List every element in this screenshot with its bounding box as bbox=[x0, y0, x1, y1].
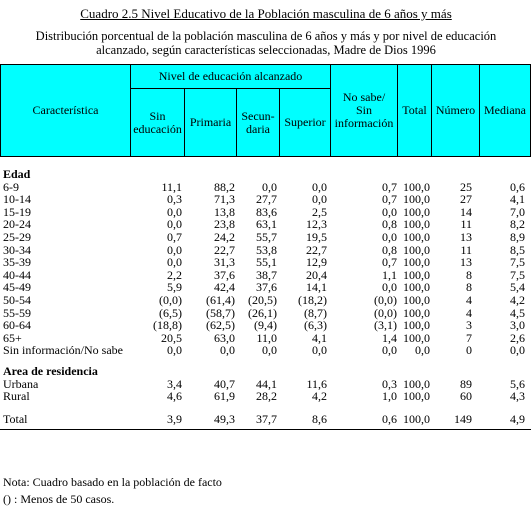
table-cell: 0,0 bbox=[167, 217, 182, 232]
row-label: 55-59 bbox=[3, 305, 31, 320]
table-cell: 3 bbox=[466, 318, 472, 333]
subtitle-line-2: alcanzado, según características seleccionadas, Madre de Dios 1996 bbox=[96, 43, 436, 57]
table-cell: 55,7 bbox=[256, 230, 277, 244]
table-cell: 25 bbox=[460, 179, 472, 194]
table-cell: 8,5 bbox=[510, 242, 525, 257]
header-sin-educacion: Sin educación bbox=[133, 108, 182, 136]
table-cell: 100,0 bbox=[403, 411, 430, 426]
table-row bbox=[0, 256, 532, 268]
row-label: 6-9 bbox=[3, 179, 19, 194]
header-mediana: Mediana bbox=[484, 103, 526, 117]
table-row bbox=[0, 344, 532, 356]
table-row bbox=[0, 294, 532, 306]
table-cell: (6,5) bbox=[159, 305, 182, 320]
table-cell: 0,0 bbox=[382, 343, 397, 358]
table-cell: 3,9 bbox=[167, 411, 182, 426]
table-cell: 4,6 bbox=[167, 389, 182, 404]
table-cell: 100,0 bbox=[403, 230, 430, 244]
table-cell: 1,0 bbox=[382, 389, 397, 404]
table-cell: (0,0) bbox=[374, 305, 397, 320]
table-cell: (20,5) bbox=[248, 293, 277, 307]
table-subtitle bbox=[0, 29, 532, 57]
table-cell: (3,1) bbox=[374, 318, 397, 333]
table-cell: (0,0) bbox=[374, 293, 397, 307]
table-cell: 0,0 bbox=[382, 230, 397, 244]
table-cell: (61,4) bbox=[206, 293, 235, 307]
table-cell: 0,0 bbox=[382, 204, 397, 219]
table-cell: (8,7) bbox=[304, 305, 327, 320]
table-cell: 0,6 bbox=[382, 411, 397, 426]
table-cell: 2,6 bbox=[510, 330, 525, 345]
table-cell: 37,6 bbox=[214, 267, 235, 282]
table-cell: 100,0 bbox=[403, 267, 430, 282]
table-cell: 55,1 bbox=[256, 255, 277, 270]
table-cell: 100,0 bbox=[403, 179, 430, 194]
table-cell: 100,0 bbox=[403, 376, 430, 391]
table-cell: 0,0 bbox=[415, 343, 430, 358]
table-cell: 8 bbox=[466, 280, 472, 295]
header-nivel: Nivel de educación alcanzado bbox=[158, 69, 303, 83]
table-cell: 49,3 bbox=[214, 411, 235, 426]
table-cell: 28,2 bbox=[256, 389, 277, 404]
total-row bbox=[0, 413, 532, 425]
table-cell: 0,7 bbox=[382, 179, 397, 194]
table-cell: 100,0 bbox=[403, 318, 430, 333]
table-cell: 100,0 bbox=[403, 192, 430, 207]
table-cell: 53,8 bbox=[256, 242, 277, 257]
table-cell: 4 bbox=[466, 293, 472, 307]
table-cell: (6,3) bbox=[304, 318, 327, 333]
table-cell: 0,0 bbox=[262, 179, 277, 194]
table-cell: 4,1 bbox=[312, 330, 327, 345]
header-numero: Número bbox=[435, 103, 476, 117]
table-cell: 0,7 bbox=[167, 230, 182, 244]
table-cell: (0,0) bbox=[159, 293, 182, 307]
table-bottom-rule bbox=[0, 429, 531, 430]
table-cell: 0,0 bbox=[167, 255, 182, 270]
table-cell: 0,0 bbox=[382, 280, 397, 295]
table-cell: 0,0 bbox=[167, 343, 182, 358]
table-cell: 4,3 bbox=[510, 389, 525, 404]
table-row bbox=[0, 231, 532, 243]
table-cell: 0,3 bbox=[382, 376, 397, 391]
table-cell: 0,3 bbox=[167, 192, 182, 207]
table-cell: 0,0 bbox=[167, 204, 182, 219]
table-cell: 63,1 bbox=[256, 217, 277, 232]
table-cell: 71,3 bbox=[214, 192, 235, 207]
table-cell: (18,2) bbox=[298, 293, 327, 307]
table-cell: 4,1 bbox=[510, 192, 525, 207]
table-cell: 37,6 bbox=[256, 280, 277, 295]
table-cell: 7,0 bbox=[510, 204, 525, 219]
table-cell: 0,0 bbox=[510, 343, 525, 358]
row-label: 15-19 bbox=[3, 204, 31, 219]
table-row bbox=[0, 378, 532, 390]
row-label: 60-64 bbox=[3, 318, 31, 333]
table-cell: 100,0 bbox=[403, 280, 430, 295]
table-cell: 100,0 bbox=[403, 293, 430, 307]
table-cell: (58,7) bbox=[206, 305, 235, 320]
header-no-sabe: No sabe/ Sin información bbox=[334, 90, 394, 130]
table-row bbox=[0, 319, 532, 331]
table-cell: 0,8 bbox=[382, 217, 397, 232]
table-cell: 0 bbox=[466, 343, 472, 358]
table-cell: 11 bbox=[460, 217, 472, 232]
note-line-2: () : Menos de 50 casos. bbox=[3, 492, 115, 506]
table-row bbox=[0, 206, 532, 218]
row-label: Sin información/No sabe bbox=[3, 343, 123, 358]
table-cell: 4 bbox=[466, 305, 472, 320]
table-cell: (9,4) bbox=[254, 318, 277, 333]
row-label: 35-39 bbox=[3, 255, 31, 270]
table-cell: 8,6 bbox=[312, 411, 327, 426]
table-cell: 100,0 bbox=[403, 217, 430, 232]
table-cell: 11,6 bbox=[306, 376, 327, 391]
table-cell: 24,2 bbox=[214, 230, 235, 244]
table-cell: (62,5) bbox=[206, 318, 235, 333]
note-line-1: Nota: Cuadro basado en la población de facto bbox=[3, 475, 222, 489]
table-cell: 12,3 bbox=[306, 217, 327, 232]
table-cell: 3,4 bbox=[167, 376, 182, 391]
table-cell: 8 bbox=[466, 267, 472, 282]
table-cell: 13 bbox=[460, 230, 472, 244]
section-label: Edad bbox=[3, 167, 31, 181]
table-cell: 8,9 bbox=[510, 230, 525, 244]
table-cell: 11,0 bbox=[256, 330, 277, 345]
table-cell: 11,1 bbox=[161, 179, 182, 194]
table-cell: 100,0 bbox=[403, 389, 430, 404]
row-label: 40-44 bbox=[3, 267, 31, 282]
table-cell: 0,0 bbox=[220, 343, 235, 358]
table-row bbox=[0, 269, 532, 281]
table-cell: 0,7 bbox=[382, 192, 397, 207]
table-cell: 1,1 bbox=[382, 267, 397, 282]
table-cell: 0,0 bbox=[167, 242, 182, 257]
table-cell: 83,6 bbox=[256, 204, 277, 219]
section-label: Area de residencia bbox=[3, 364, 98, 378]
table-cell: 27 bbox=[460, 192, 472, 207]
table-cell: 63,0 bbox=[214, 330, 235, 345]
section-header bbox=[0, 365, 532, 377]
table-cell: 149 bbox=[454, 411, 472, 426]
table-cell: 7,5 bbox=[510, 255, 525, 270]
table-row bbox=[0, 244, 532, 256]
table-row bbox=[0, 181, 532, 193]
header-primaria: Primaria bbox=[189, 115, 232, 129]
table-row bbox=[0, 307, 532, 319]
table-cell: 37,7 bbox=[256, 411, 277, 426]
table-cell: 0,0 bbox=[312, 179, 327, 194]
table-cell: 42,4 bbox=[214, 280, 235, 295]
table-cell: 0,0 bbox=[312, 343, 327, 358]
table-cell: (18,8) bbox=[153, 318, 182, 333]
header-total: Total bbox=[402, 103, 427, 117]
subtitle-line-1: Distribución porcentual de la población masculina de 6 años y más y por nivel de educación bbox=[35, 29, 497, 43]
table-title: Cuadro 2.5 Nivel Educativo de la Población masculina de 6 años y más bbox=[80, 6, 452, 21]
table-cell: 2,5 bbox=[312, 204, 327, 219]
table-row bbox=[0, 332, 532, 344]
table-cell: 1,4 bbox=[382, 330, 397, 345]
table-cell: 0,0 bbox=[262, 343, 277, 358]
header-caracteristica: Característica bbox=[32, 103, 99, 117]
table-cell: 13,8 bbox=[214, 204, 235, 219]
row-label: 10-14 bbox=[3, 192, 31, 207]
row-label: 30-34 bbox=[3, 242, 31, 257]
table-cell: 60 bbox=[460, 389, 472, 404]
table-cell: 7 bbox=[466, 330, 472, 345]
table-cell: 0,0 bbox=[312, 192, 327, 207]
table-row bbox=[0, 390, 532, 402]
row-label: 25-29 bbox=[3, 230, 31, 244]
table-cell: 4,5 bbox=[510, 305, 525, 320]
table-row bbox=[0, 193, 532, 205]
table-cell: 0,6 bbox=[510, 179, 525, 194]
table-cell: 5,9 bbox=[167, 280, 182, 295]
table-cell: 7,5 bbox=[510, 267, 525, 282]
table-cell: 19,5 bbox=[306, 230, 327, 244]
table-cell: 61,9 bbox=[214, 389, 235, 404]
table-cell: 0,7 bbox=[382, 255, 397, 270]
table-cell: 4,2 bbox=[312, 389, 327, 404]
table-cell: 5,4 bbox=[510, 280, 525, 295]
table-cell: 23,8 bbox=[214, 217, 235, 232]
row-label: Rural bbox=[3, 389, 30, 404]
table-cell: 38,7 bbox=[256, 267, 277, 282]
table-cell: 40,7 bbox=[214, 376, 235, 391]
table-cell: 27,7 bbox=[256, 192, 277, 207]
table-cell: 89 bbox=[460, 376, 472, 391]
table-cell: 22,7 bbox=[306, 242, 327, 257]
table-cell: 14,1 bbox=[306, 280, 327, 295]
row-label: Total bbox=[3, 411, 28, 426]
table-cell: 100,0 bbox=[403, 255, 430, 270]
table-cell: 20,4 bbox=[306, 267, 327, 282]
header-secundaria: Secun-daria bbox=[241, 108, 275, 136]
table-cell: 100,0 bbox=[403, 305, 430, 320]
table-cell: 4,9 bbox=[510, 411, 525, 426]
header-superior: Superior bbox=[284, 115, 326, 129]
table-cell: 88,2 bbox=[214, 179, 235, 194]
table-row bbox=[0, 281, 532, 293]
table-cell: 13 bbox=[460, 255, 472, 270]
table-cell: 20,5 bbox=[161, 330, 182, 345]
table-cell: 5,6 bbox=[510, 376, 525, 391]
table-cell: 14 bbox=[460, 204, 472, 219]
table-cell: 100,0 bbox=[403, 242, 430, 257]
table-cell: 4,2 bbox=[510, 293, 525, 307]
row-label: 45-49 bbox=[3, 280, 31, 295]
table-cell: 11 bbox=[460, 242, 472, 257]
row-label: Urbana bbox=[3, 376, 39, 391]
row-label: 20-24 bbox=[3, 217, 31, 232]
table-cell: 22,7 bbox=[214, 242, 235, 257]
table-cell: 0,8 bbox=[382, 242, 397, 257]
table-cell: 31,3 bbox=[214, 255, 235, 270]
table-cell: 3,0 bbox=[510, 318, 525, 333]
table-header bbox=[0, 64, 531, 157]
table-cell: (26,1) bbox=[248, 305, 277, 320]
row-label: 50-54 bbox=[3, 293, 31, 307]
table-cell: 8,2 bbox=[510, 217, 525, 232]
table-row bbox=[0, 218, 532, 230]
table-cell: 100,0 bbox=[403, 204, 430, 219]
table-cell: 100,0 bbox=[403, 330, 430, 345]
table-cell: 2,2 bbox=[167, 267, 182, 282]
row-label: 65+ bbox=[3, 330, 22, 345]
table-cell: 12,9 bbox=[306, 255, 327, 270]
table-cell: 44,1 bbox=[256, 376, 277, 391]
section-header bbox=[0, 168, 532, 180]
